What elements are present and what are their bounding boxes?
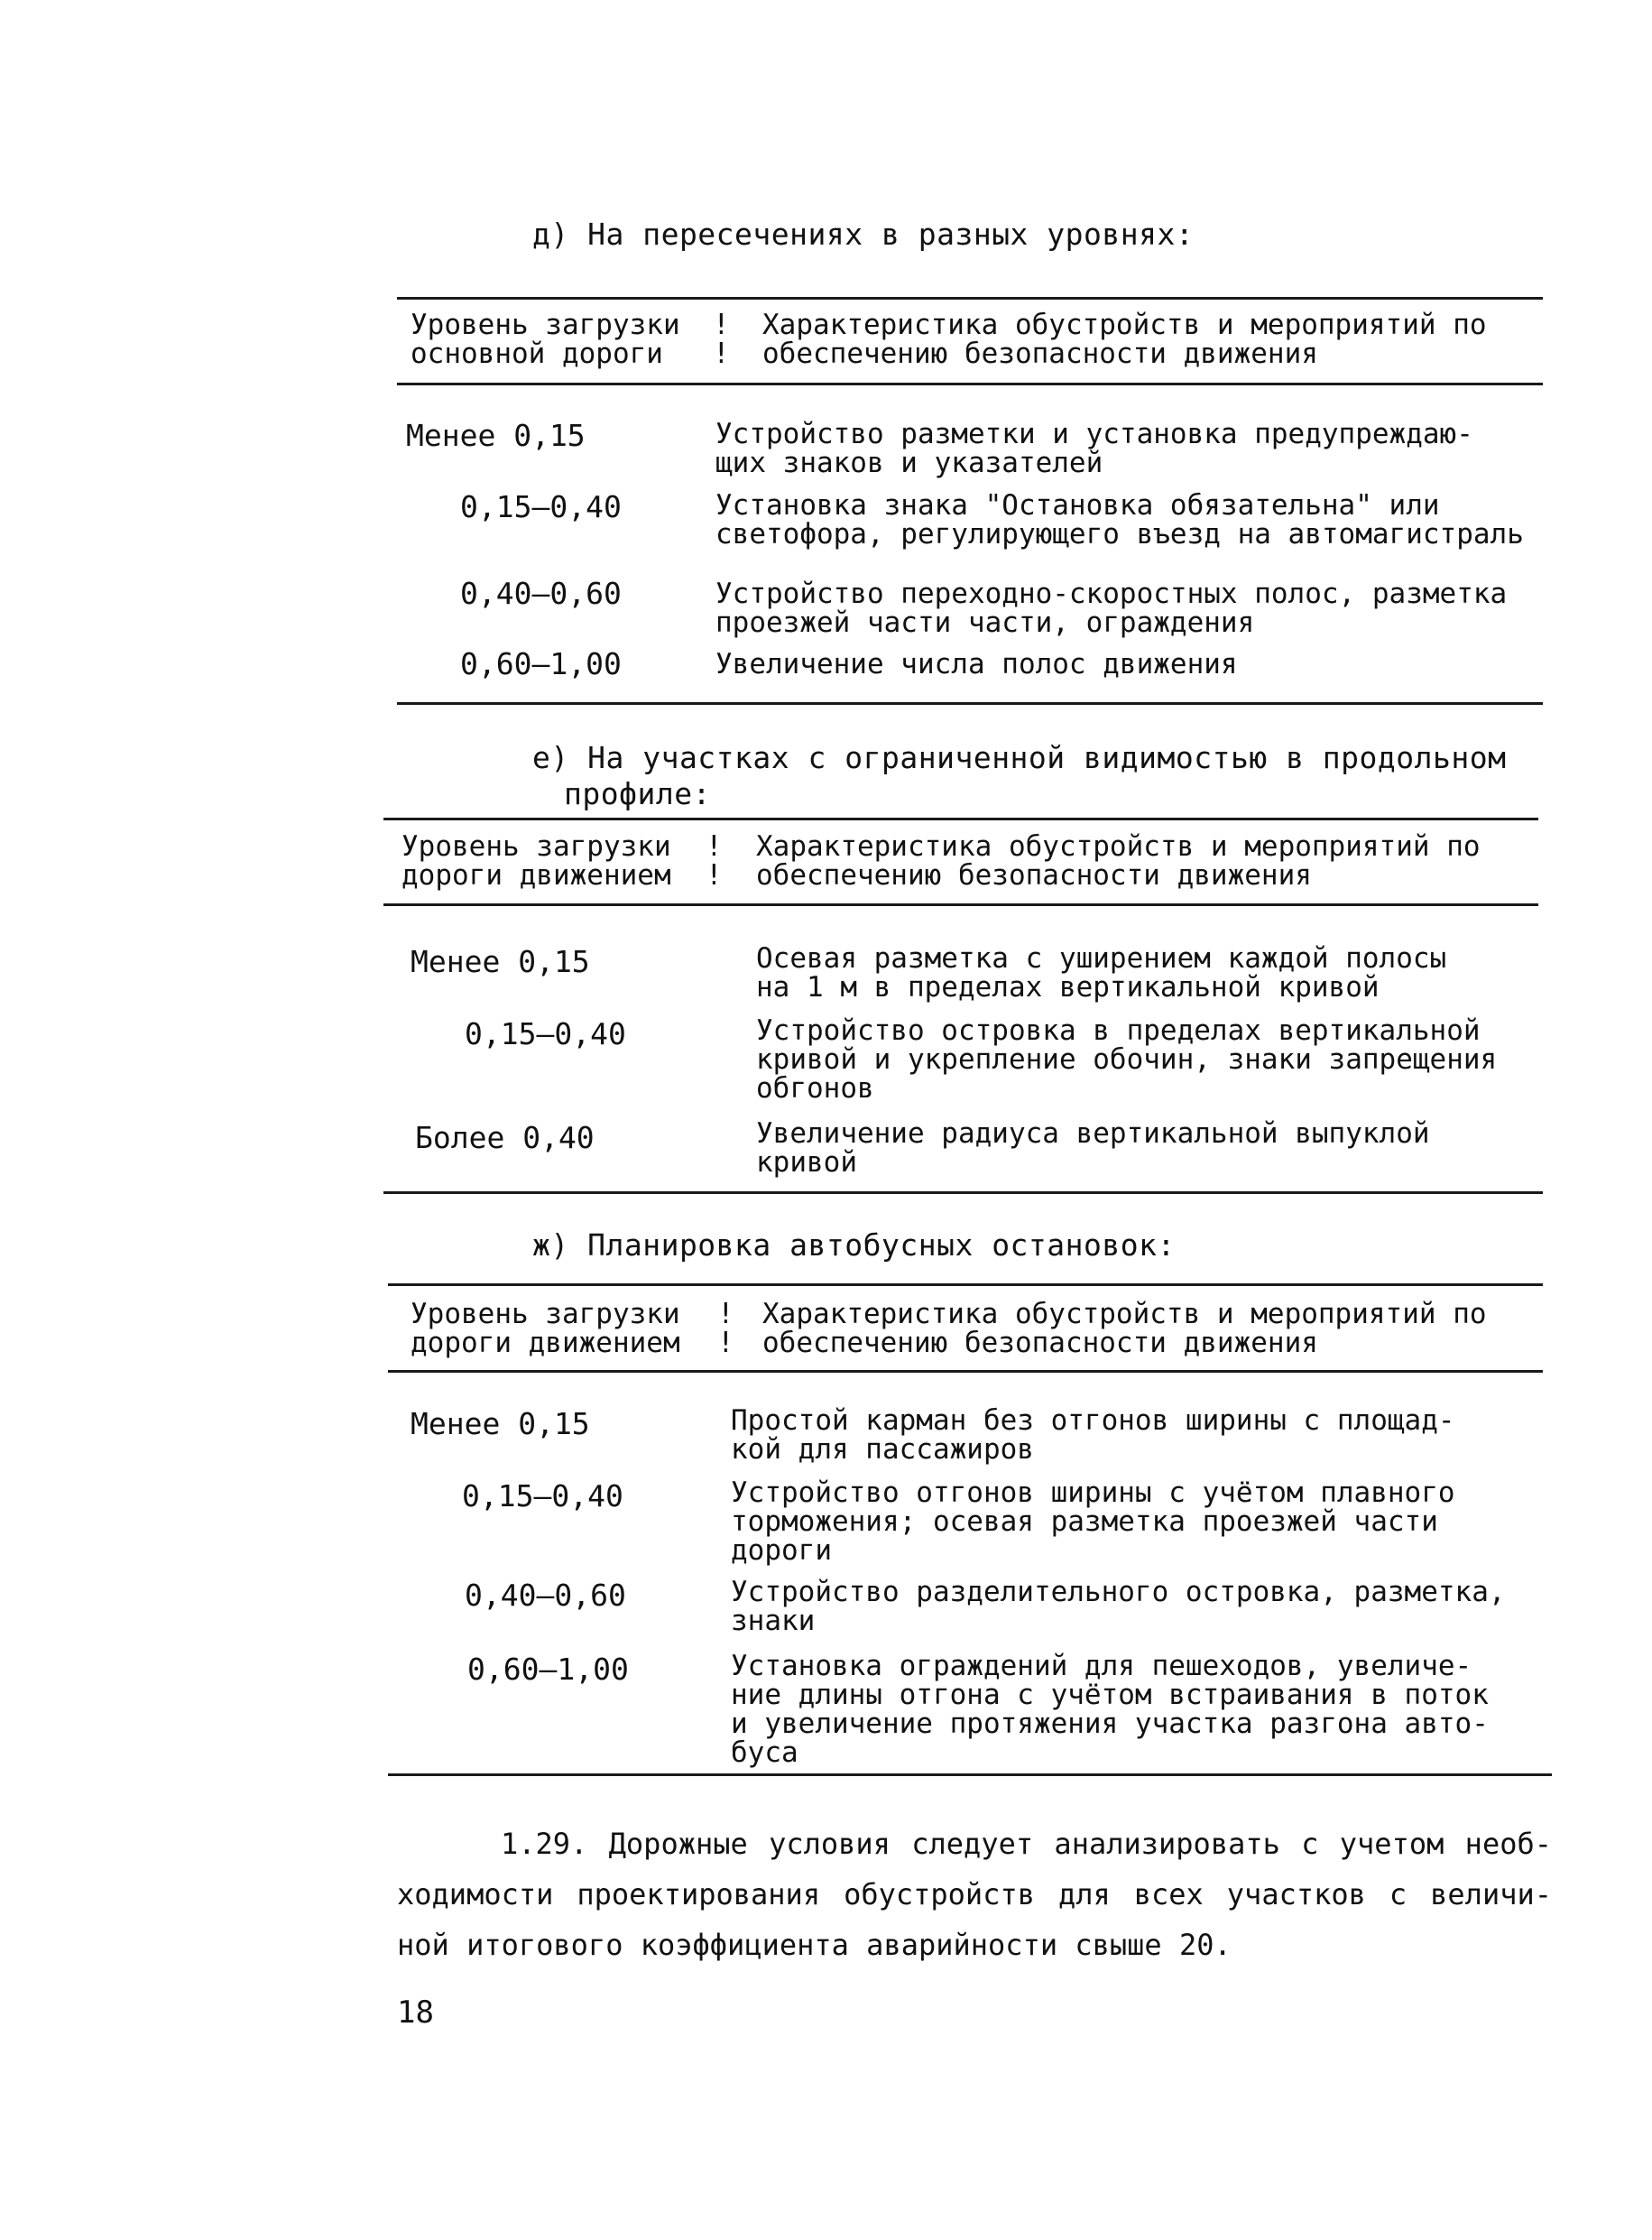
row-description: Устройство разделительного островка, разметка, знаки: [731, 1576, 1506, 1637]
table-rule: [388, 1370, 1543, 1373]
header-level-line2: основной дороги: [411, 338, 663, 370]
row-description: Увеличение радиуса вертикальной выпуклой кривой: [756, 1117, 1430, 1179]
table-rule: [383, 1191, 1543, 1194]
row-level: 0,60–1,00: [460, 646, 622, 681]
row-level: 0,15–0,40: [460, 489, 622, 524]
header-measures-line2: обеспечению безопасности движения: [756, 859, 1312, 892]
row-description: Простой карман без отгонов ширины с площад- кой для пассажиров: [731, 1404, 1455, 1466]
row-level: 0,40–0,60: [460, 576, 622, 611]
header-level-line1: Уровень загрузки: [411, 1298, 680, 1330]
table-rule: [397, 297, 1543, 300]
section-zh-heading: ж) Планировка автобусных остановок:: [532, 1227, 1176, 1263]
row-description: Увеличение числа полос движения: [715, 648, 1238, 680]
table-rule: [383, 818, 1538, 820]
page-number: 18: [397, 1995, 434, 2031]
row-description: Устройство разметки и установка предупреждаю- щих знаков и указателей: [715, 418, 1473, 479]
table-rule: [397, 702, 1543, 705]
row-description: Установка ограждений для пешеходов, увеличе- ние длины отгона с учётом встраивания в поток и увеличение протяжения участка разгона авто- буса: [731, 1650, 1489, 1769]
row-description: Осевая разметка с уширением каждой полосы на 1 м в пределах вертикальной кривой: [756, 942, 1447, 1004]
row-level: Более 0,40: [415, 1120, 595, 1155]
header-level-line2: дороги движением: [411, 1327, 680, 1359]
table-rule: [383, 903, 1538, 906]
row-level: 0,40–0,60: [465, 1578, 626, 1613]
row-level: Менее 0,15: [411, 1406, 590, 1441]
column-separator: !: [717, 1327, 734, 1359]
row-level: Менее 0,15: [406, 418, 586, 453]
header-level-line1: Уровень загрузки: [411, 309, 680, 341]
column-separator: !: [713, 309, 730, 341]
row-level: 0,60–1,00: [467, 1652, 629, 1687]
row-level: 0,15–0,40: [462, 1478, 623, 1513]
column-separator: !: [706, 859, 723, 892]
header-level-line2: дороги движением: [401, 859, 671, 892]
header-level-line1: Уровень загрузки: [401, 830, 671, 863]
section-e-heading-line1: е) На участках с ограниченной видимостью в продольном: [532, 740, 1507, 775]
header-measures-line1: Характеристика обустройств и мероприятий по: [762, 309, 1487, 341]
section-e-heading-line2: профиле:: [564, 776, 711, 811]
header-measures-line2: обеспечению безопасности движения: [762, 1327, 1318, 1359]
row-description: Установка знака "Остановка обязательна" или светофора, регулирующего въезд на автомагистраль: [715, 489, 1524, 551]
column-separator: !: [713, 338, 730, 370]
row-level: Менее 0,15: [411, 944, 590, 979]
row-description: Устройство отгонов ширины с учётом плавного торможения; осевая разметка проезжей части дороги: [731, 1476, 1455, 1567]
row-level: 0,15–0,40: [465, 1016, 626, 1051]
header-measures-line2: обеспечению безопасности движения: [762, 338, 1318, 370]
header-measures-line1: Характеристика обустройств и мероприятий по: [756, 830, 1481, 863]
table-rule: [388, 1773, 1552, 1776]
column-separator: !: [706, 830, 723, 863]
row-description: Устройство островка в пределах вертикальной кривой и укрепление обочин, знаки запрещения обгонов: [756, 1014, 1498, 1105]
column-separator: !: [717, 1298, 734, 1330]
row-description: Устройство переходно-скоростных полос, разметка проезжей части части, ограждения: [715, 578, 1508, 639]
table-rule: [388, 1283, 1543, 1286]
section-d-heading: д) На пересечениях в разных уровнях:: [532, 217, 1195, 252]
header-measures-line1: Характеристика обустройств и мероприятий по: [762, 1298, 1487, 1330]
paragraph-1-29: 1.29. Дорожные условия следует анализировать с учетом необ-ходимости проектирования обустройств для всех участков с величи-ной итогового коэффициента аварийности свыше 20.: [397, 1827, 1552, 1962]
table-rule: [397, 383, 1543, 385]
